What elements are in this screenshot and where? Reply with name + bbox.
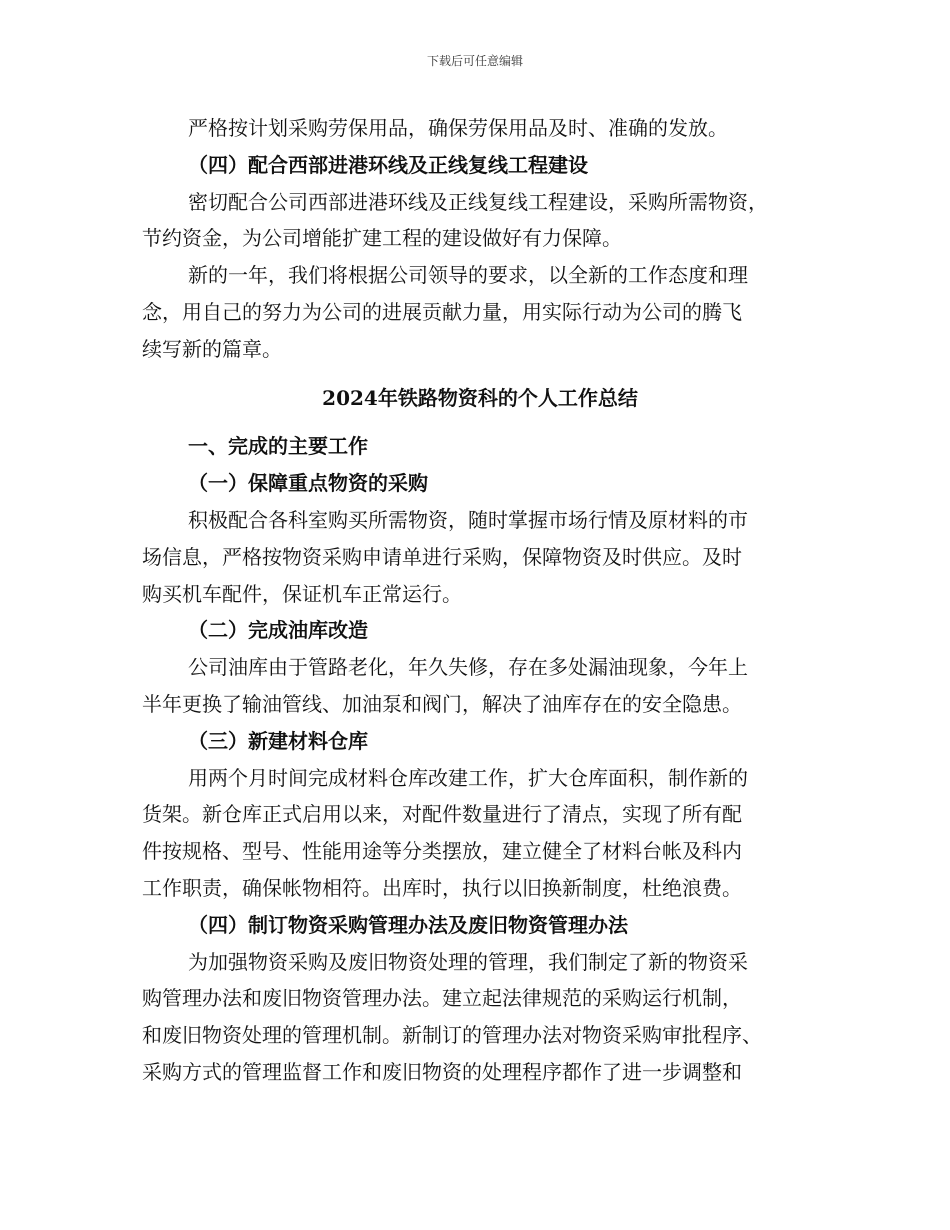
body-paragraph-line: 场信息，严格按物资采购申请单进行采购，保障物资及时供应。及时 (142, 544, 742, 569)
body-paragraph-line: 密切配合公司西部进港环线及正线复线工程建设，采购所需物资， (188, 189, 768, 214)
document-title: 2024年铁路物资科的个人工作总结 (322, 385, 638, 410)
body-paragraph-line: 购买机车配件，保证机车正常运行。 (142, 581, 462, 606)
body-paragraph-line: 和废旧物资处理的管理机制。新制订的管理办法对物资采购审批程序、 (142, 1023, 762, 1048)
subsection-heading: （三）新建材料仓库 (188, 728, 368, 753)
body-paragraph-line: 货架。新仓库正式启用以来，对配件数量进行了清点，实现了所有配 (142, 802, 742, 827)
page-header: 下载后可任意编辑 (426, 54, 523, 68)
body-paragraph-line: 新的一年，我们将根据公司领导的要求，以全新的工作态度和理 (188, 263, 748, 288)
body-paragraph-line: 积极配合各科室购买所需物资，随时掌握市场行情及原材料的市 (188, 507, 748, 532)
subsection-heading: （四）制订物资采购管理办法及废旧物资管理办法 (188, 912, 628, 937)
body-paragraph-line: 工作职责，确保帐物相符。出库时，执行以旧换新制度，杜绝浪费。 (142, 875, 742, 900)
body-paragraph-line: 念，用自己的努力为公司的进展贡献力量，用实际行动为公司的腾飞 (142, 299, 742, 324)
body-paragraph-line: 严格按计划采购劳保用品，确保劳保用品及时、准确的发放。 (188, 116, 728, 140)
body-paragraph-line: 用两个月时间完成材料仓库改建工作，扩大仓库面积，制作新的 (188, 765, 748, 790)
section-heading: （四）配合西部进港环线及正线复线工程建设 (188, 152, 588, 177)
body-paragraph-line: 半年更换了输油管线、加油泵和阀门，解决了油库存在的安全隐患。 (142, 691, 742, 716)
body-paragraph-line: 购管理办法和废旧物资管理办法。建立起法律规范的采购运行机制， (142, 986, 742, 1011)
body-paragraph-line: 续写新的篇章。 (142, 336, 282, 361)
body-paragraph-line: 件按规格、型号、性能用途等分类摆放，建立健全了材料台帐及科内 (142, 839, 742, 864)
body-paragraph-line: 公司油库由于管路老化，年久失修，存在多处漏油现象，今年上 (188, 655, 748, 680)
section-heading: 一、完成的主要工作 (188, 434, 368, 459)
body-paragraph-line: 节约资金，为公司增能扩建工程的建设做好有力保障。 (142, 226, 622, 251)
body-paragraph-line: 采购方式的管理监督工作和废旧物资的处理程序都作了进一步调整和 (142, 1059, 742, 1084)
subsection-heading: （二）完成油库改造 (188, 618, 368, 643)
subsection-heading: （一）保障重点物资的采购 (188, 471, 428, 496)
document-body (142, 110, 818, 1091)
body-paragraph-line: 为加强物资采购及废旧物资处理的管理，我们制定了新的物资采 (188, 949, 748, 974)
